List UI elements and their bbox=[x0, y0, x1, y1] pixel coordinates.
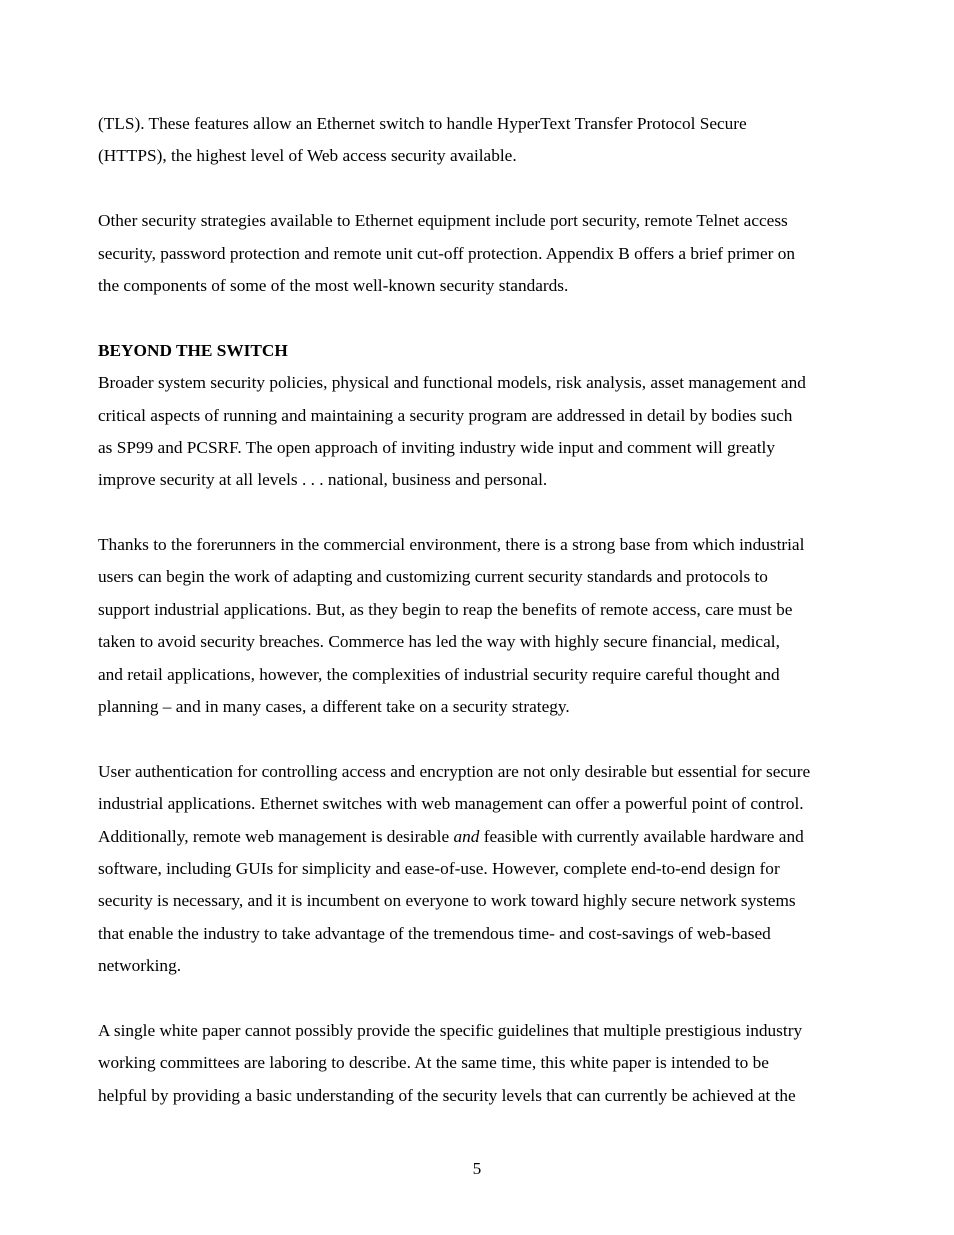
paragraph-forerunners bbox=[98, 529, 878, 723]
section-heading: BEYOND THE SWITCH bbox=[98, 340, 288, 360]
text-line: working committees are laboring to describe. At the same time, this white paper is intended to be bbox=[98, 1053, 769, 1073]
text-line: (TLS). These features allow an Ethernet switch to handle HyperText Transfer Protocol Secure bbox=[98, 114, 747, 133]
text-line: planning – and in many cases, a different take on a security strategy. bbox=[98, 697, 570, 717]
paragraph-broader-policies bbox=[98, 367, 878, 497]
text-line: (HTTPS), the highest level of Web access security available. bbox=[98, 146, 517, 166]
text-line: improve security at all levels . . . national, business and personal. bbox=[98, 470, 548, 490]
text-line: the components of some of the most well-known security standards. bbox=[98, 275, 569, 295]
text-line: User authentication for controlling access and encryption are not only desirable but essential for secure bbox=[98, 761, 811, 781]
paragraph-other-strategies bbox=[98, 205, 878, 302]
text-line: users can begin the work of adapting and customizing current security standards and protocols to bbox=[98, 567, 768, 587]
text-line: as SP99 and PCSRF. The open approach of inviting industry wide input and comment will greatly bbox=[98, 437, 775, 457]
text-segment: feasible with currently available hardware and bbox=[479, 826, 804, 846]
page-content bbox=[98, 108, 878, 1145]
text-line-with-emphasis bbox=[98, 821, 878, 853]
text-line: networking. bbox=[98, 956, 182, 976]
text-line: that enable the industry to take advantage of the tremendous time- and cost-savings of web-based bbox=[98, 923, 771, 943]
page-number: 5 bbox=[472, 1159, 482, 1178]
text-line: security is necessary, and it is incumbent on everyone to work toward highly secure network systems bbox=[98, 891, 796, 911]
text-line: and retail applications, however, the complexities of industrial security require careful thought and bbox=[98, 664, 780, 684]
text-line: software, including GUIs for simplicity and ease-of-use. However, complete end-to-end design for bbox=[98, 858, 780, 878]
text-line: taken to avoid security breaches. Commerce has led the way with highly secure financial, medical, bbox=[98, 632, 780, 652]
text-line: Thanks to the forerunners in the commercial environment, there is a strong base from which industrial bbox=[98, 535, 805, 555]
emphasis-text: and bbox=[453, 826, 480, 846]
text-segment: Additionally, remote web management is desirable bbox=[98, 826, 454, 846]
paragraph-user-authentication bbox=[98, 756, 878, 983]
text-line: critical aspects of running and maintaining a security program are addressed in detail by bodies such bbox=[98, 405, 793, 425]
text-line: support industrial applications. But, as they begin to reap the benefits of remote access, care must be bbox=[98, 599, 793, 619]
text-line: helpful by providing a basic understanding of the security levels that can currently be achieved at the bbox=[98, 1085, 796, 1105]
text-line: security, password protection and remote unit cut-off protection. Appendix B offers a brief primer on bbox=[98, 243, 795, 263]
text-line: industrial applications. Ethernet switches with web management can offer a powerful point of control. bbox=[98, 794, 804, 814]
paragraph-tls bbox=[98, 108, 878, 173]
text-line: Other security strategies available to Ethernet equipment include port security, remote Telnet access bbox=[98, 211, 788, 231]
paragraph-white-paper bbox=[98, 1015, 878, 1112]
text-line: Broader system security policies, physical and functional models, risk analysis, asset management and bbox=[98, 373, 806, 393]
text-line: A single white paper cannot possibly provide the specific guidelines that multiple prestigious industry bbox=[98, 1020, 803, 1040]
